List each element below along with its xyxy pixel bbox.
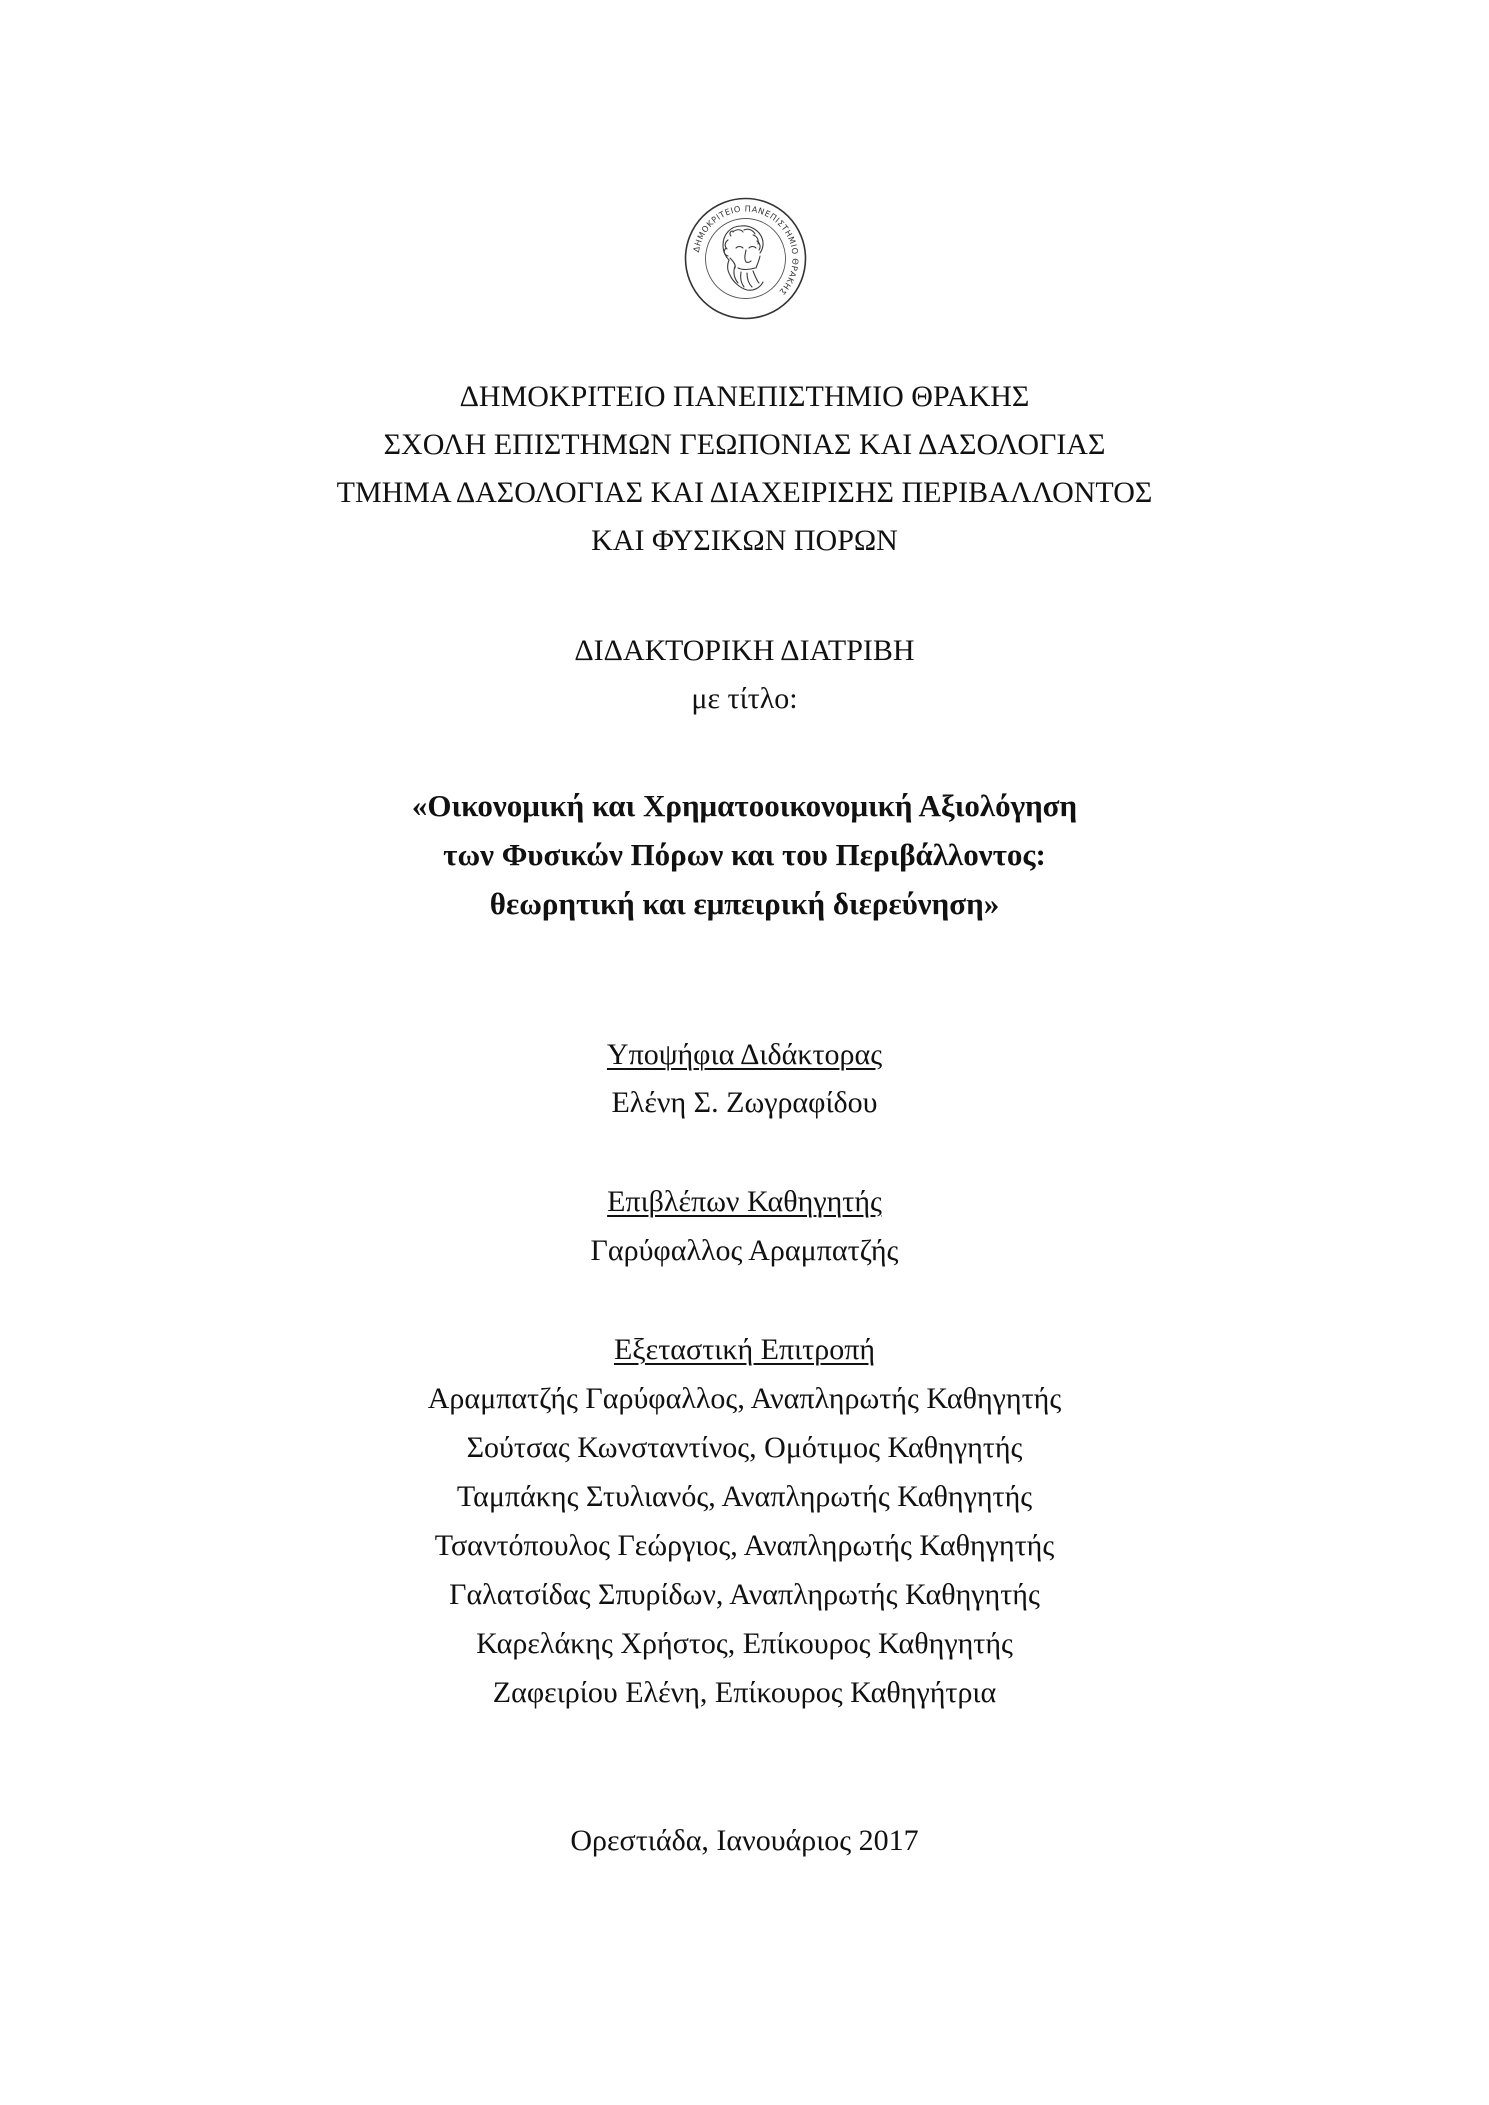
supervisor-label xyxy=(0,1183,1489,1221)
committee-member: Σούτσας Κωνσταντίνος, Ομότιμος Καθηγητής xyxy=(466,1431,1023,1464)
committee-member: Ταμπάκης Στυλιανός, Αναπληρωτής Καθηγητής xyxy=(456,1480,1033,1513)
thesis-type: ΔΙΔΑΚΤΟΡΙΚΗ ΔΙΑΤΡΙΒΗ xyxy=(574,634,915,667)
thesis-title-intro: με τίτλο: xyxy=(691,682,798,715)
committee-label-text: Εξεταστική Επιτροπή xyxy=(613,1333,876,1366)
university-seal-icon xyxy=(683,196,808,321)
department-name-line-1: ΤΜΗΜΑ ΔΑΣΟΛΟΓΙΑΣ ΚΑΙ ΔΙΑΧΕΙΡΙΣΗΣ ΠΕΡΙΒΑΛΛΟΝΤΟΣ xyxy=(336,476,1153,509)
university-name: ΔΗΜΟΚΡΙΤΕΙΟ ΠΑΝΕΠΙΣΤΗΜΙΟ ΘΡΑΚΗΣ xyxy=(459,380,1030,413)
svg-text:ΔΗΜΟΚΡΙΤΕΙΟ ΠΑΝΕΠΙΣΤΗΜΙΟ ΘΡΑΚΗ: ΔΗΜΟΚΡΙΤΕΙΟ ΠΑΝΕΠΙΣΤΗΜΙΟ ΘΡΑΚΗΣ xyxy=(690,203,801,298)
thesis-title-line: θεωρητική και εμπειρική διερεύνηση» xyxy=(489,886,1000,921)
department-name-line-2: ΚΑΙ ΦΥΣΙΚΩΝ ΠΟΡΩΝ xyxy=(591,524,898,557)
committee-member: Γαλατσίδας Σπυρίδων, Αναπληρωτής Καθηγητής xyxy=(449,1578,1040,1611)
candidate-label-text: Υποψήφια Διδάκτορας xyxy=(606,1038,883,1071)
committee-member: Καρελάκης Χρήστος, Επίκουρος Καθηγητής xyxy=(476,1627,1013,1660)
committee-member: Αραμπατζής Γαρύφαλλος, Αναπληρωτής Καθηγητής xyxy=(427,1382,1062,1415)
candidate-label xyxy=(0,1036,1489,1074)
supervisor-label-text: Επιβλέπων Καθηγητής xyxy=(607,1185,882,1218)
place-and-date: Ορεστιάδα, Ιανουάριος 2017 xyxy=(570,1824,919,1857)
committee-member: Τσαντόπουλος Γεώργιος, Αναπληρωτής Καθηγητής xyxy=(434,1529,1055,1562)
school-name: ΣΧΟΛΗ ΕΠΙΣΤΗΜΩΝ ΓΕΩΠΟΝΙΑΣ ΚΑΙ ΔΑΣΟΛΟΓΙΑΣ xyxy=(383,428,1106,461)
candidate-name: Ελένη Σ. Ζωγραφίδου xyxy=(611,1086,878,1119)
thesis-title-line: «Οικονομική και Χρηματοοικονομική Αξιολόγηση xyxy=(411,788,1078,823)
committee-member: Ζαφειρίου Ελένη, Επίκουρος Καθηγήτρια xyxy=(492,1676,997,1709)
thesis-title-line: των Φυσικών Πόρων και του Περιβάλλοντος: xyxy=(443,837,1046,872)
committee-label xyxy=(0,1331,1489,1369)
supervisor-name: Γαρύφαλλος Αραμπατζής xyxy=(590,1234,899,1267)
